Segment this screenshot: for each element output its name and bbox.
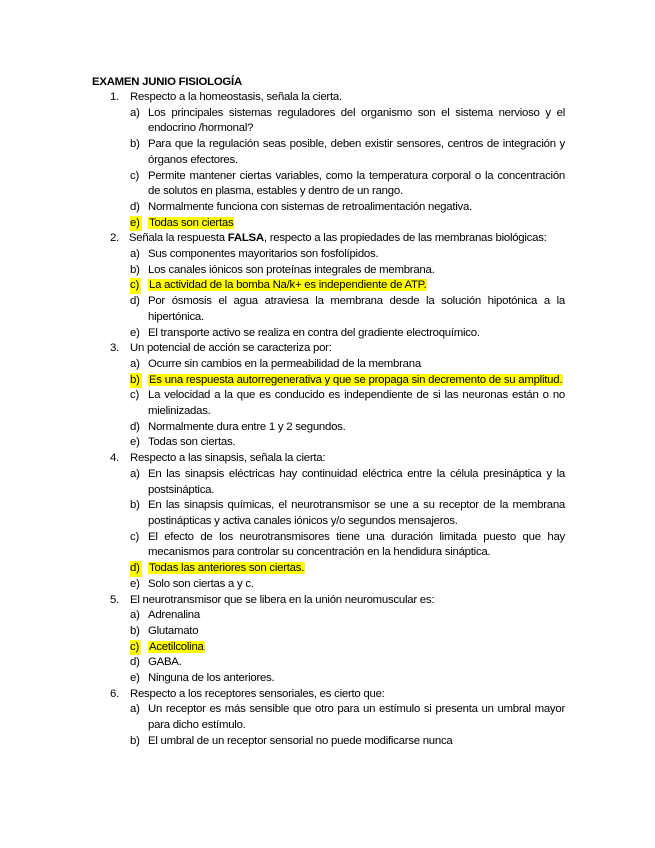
option-letter: e) — [130, 672, 140, 685]
option-letter: e) — [130, 326, 140, 339]
answer-option — [0, 137, 565, 168]
option-text: Los canales iónicos son proteínas integrales de membrana. — [148, 263, 435, 276]
question-stem — [0, 687, 570, 703]
option-text: Permite mantener ciertas variables, como la temperatura corporal o la concentración de solutos en plasma, estables y dentro de un rango. — [148, 169, 565, 198]
question-text: , respecto a las propiedades de las membranas biológicas: — [263, 232, 547, 245]
option-letter: a) — [130, 106, 140, 119]
answer-option — [0, 498, 565, 529]
answer-option — [0, 373, 565, 389]
highlighted-option-text: Es una respuesta autorregenerativa y que se propaga sin decremento de su amplitud. — [149, 373, 563, 386]
option-letter: e) — [130, 436, 140, 449]
option-text: Un receptor es más sensible que otro para un estímulo si presenta un umbral mayor para dicho estímulo. — [148, 703, 565, 732]
option-letter: d) — [130, 561, 142, 577]
question-list — [0, 90, 655, 750]
question-text: Respecto a los receptores sensoriales, es cierto que: — [130, 687, 385, 700]
answer-option — [0, 216, 565, 232]
option-letter: e) — [130, 577, 140, 590]
question-text: Señala la respuesta — [126, 232, 228, 245]
option-letter: c) — [130, 530, 139, 543]
question-number: 3. — [110, 342, 119, 355]
option-text: El efecto de los neurotransmisores tiene una duración limitada puesto que hay mecanismos para controlar su concentración en la hendidura sináptica. — [148, 530, 565, 559]
answer-option — [0, 671, 565, 687]
option-letter: b) — [130, 624, 140, 637]
question-text-emphasis: FALSA — [227, 232, 264, 245]
question-item — [0, 687, 655, 750]
option-text: En las sinapsis eléctricas hay continuidad eléctrica entre la célula presináptica y la postsináptica. — [148, 467, 565, 496]
option-letter: a) — [130, 703, 140, 716]
option-text: Ninguna de los anteriores. — [148, 672, 275, 685]
answer-option — [0, 278, 565, 294]
answer-option — [0, 655, 565, 671]
option-letter: a) — [130, 248, 140, 261]
option-letter: b) — [130, 499, 140, 512]
option-text: Normalmente dura entre 1 y 2 segundos. — [148, 420, 346, 433]
answer-option — [0, 608, 565, 624]
question-text: Respecto a las sinapsis, señala la cierta: — [130, 452, 326, 465]
document-title: EXAMEN JUNIO FISIOLOGÍA — [92, 76, 242, 88]
question-number: 2. — [110, 232, 119, 245]
option-text: Normalmente funciona con sistemas de retroalimentación negativa. — [148, 200, 472, 213]
question-number: 6. — [110, 687, 119, 700]
question-item — [0, 90, 655, 231]
option-text: En las sinapsis químicas, el neurotransmisor se une a su receptor de la membrana postinápticas y activa canales iónicos y/o segundos mensajeros. — [148, 499, 565, 527]
option-text: Por ósmosis el agua atraviesa la membrana desde la solución hipotónica a la hipertónica. — [148, 295, 565, 323]
answer-option — [0, 702, 565, 733]
option-letter: c) — [130, 640, 141, 656]
option-text: Adrenalina — [148, 609, 200, 622]
answer-option — [0, 530, 565, 561]
option-letter: c) — [130, 278, 141, 294]
option-text: La velocidad a la que es conducido es independiente de si las neuronas están o no mielinizadas. — [148, 389, 565, 418]
answer-option — [0, 247, 565, 263]
highlighted-option-text: La actividad de la bomba Na/k+ es independiente de ATP. — [149, 279, 427, 292]
highlighted-option-text: Acetilcolina — [149, 640, 204, 653]
answer-option — [0, 294, 565, 325]
option-letter: a) — [130, 467, 140, 480]
answer-option — [0, 467, 565, 498]
question-item — [0, 451, 655, 592]
answer-option — [0, 388, 565, 419]
option-text: Ocurre sin cambios en la permeabilidad de la membrana — [148, 357, 421, 370]
question-stem — [0, 341, 570, 357]
option-letter: a) — [130, 357, 140, 370]
answer-option — [0, 734, 565, 750]
option-letter: d) — [130, 420, 140, 433]
question-number: 4. — [110, 452, 119, 465]
question-text: Respecto a la homeostasis, señala la cierta. — [130, 91, 342, 103]
question-number: 1. — [110, 91, 119, 103]
answer-option — [0, 577, 565, 593]
option-letter: d) — [130, 656, 140, 669]
answer-option — [0, 640, 565, 656]
option-text: El umbral de un receptor sensorial no puede modificarse nunca — [148, 734, 453, 747]
question-stem — [0, 451, 570, 467]
option-text: El transporte activo se realiza en contra del gradiente electroquímico. — [148, 326, 480, 339]
option-text: Glutamato — [148, 624, 199, 637]
question-stem — [0, 231, 566, 247]
option-letter: d) — [130, 200, 140, 213]
option-letter: e) — [130, 216, 142, 232]
option-letter: b) — [130, 138, 140, 151]
answer-option — [0, 169, 565, 200]
option-text: Solo son ciertas a y c. — [148, 577, 254, 590]
option-letter: b) — [130, 373, 142, 389]
question-text: El neurotransmisor que se libera en la unión neuromuscular es: — [130, 593, 435, 606]
highlighted-option-text: Todas son ciertas — [149, 216, 234, 229]
question-stem — [0, 90, 570, 106]
option-letter: c) — [130, 169, 139, 182]
question-number: 5. — [110, 593, 119, 606]
answer-option — [0, 435, 565, 451]
question-item — [0, 593, 655, 687]
option-letter: b) — [130, 263, 140, 276]
question-stem — [0, 593, 570, 609]
option-letter: c) — [130, 389, 139, 402]
answer-option — [0, 357, 565, 373]
answer-option — [0, 561, 565, 577]
answer-option — [0, 420, 565, 436]
option-text: Para que la regulación seas posible, deben existir sensores, centros de integración y órganos efectores. — [148, 138, 565, 166]
answer-option — [0, 263, 565, 279]
option-text: Los principales sistemas reguladores del organismo son el sistema nervioso y el endocrino /hormonal? — [148, 106, 565, 135]
highlighted-option-text: Todas las anteriores son ciertas. — [149, 562, 305, 575]
option-text: Sus componentes mayoritarios son fosfolípidos. — [148, 248, 379, 261]
answer-option — [0, 326, 565, 342]
answer-option — [0, 200, 565, 216]
answer-option — [0, 624, 565, 640]
option-letter: d) — [130, 295, 140, 308]
question-item — [0, 341, 655, 451]
option-text: Todas son ciertas. — [148, 436, 236, 449]
answer-option — [0, 106, 565, 137]
option-letter: b) — [130, 734, 140, 747]
option-text: GABA. — [148, 656, 182, 669]
option-letter: a) — [130, 609, 140, 622]
question-text: Un potencial de acción se caracteriza por: — [130, 342, 332, 355]
question-item — [0, 231, 655, 341]
